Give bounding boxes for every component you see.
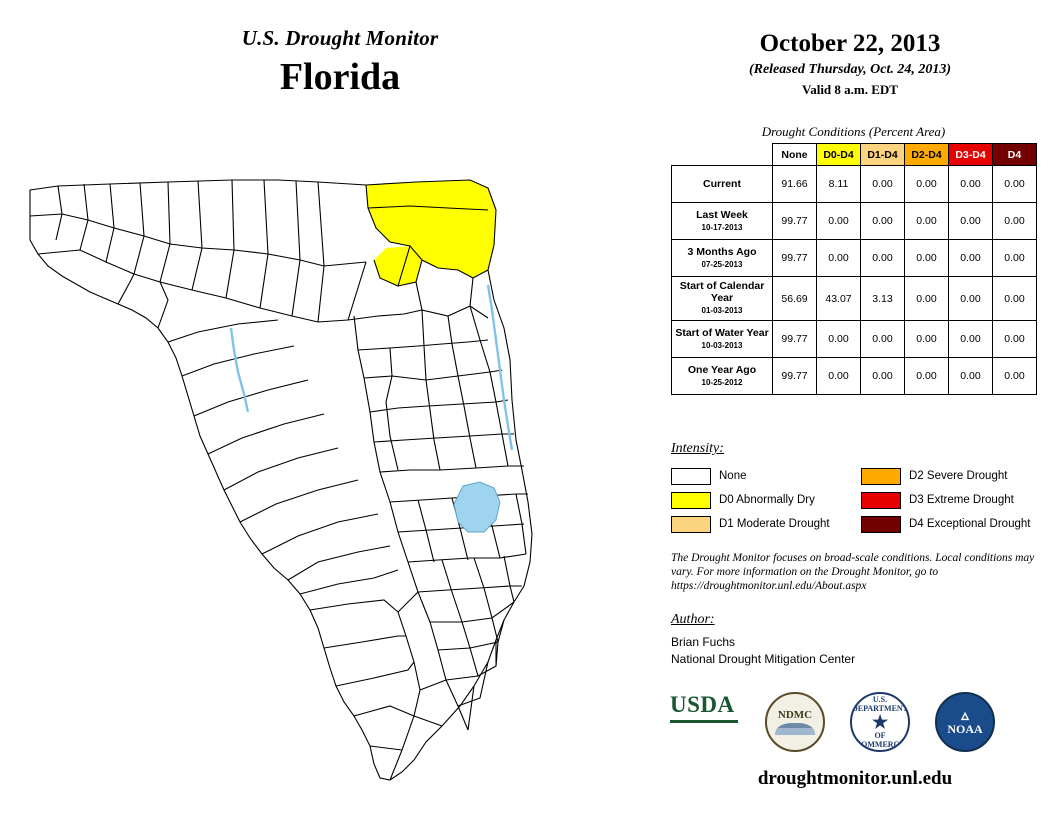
table-row bbox=[672, 358, 1037, 395]
row-label-date: 07-25-2013 bbox=[701, 259, 743, 269]
title-block bbox=[130, 26, 550, 99]
legend-label-none: None bbox=[719, 470, 747, 482]
author-title: Author: bbox=[671, 612, 715, 627]
cell-oneyear-d4: 0.00 bbox=[993, 358, 1037, 395]
cell-wateryear-d0d4: 0.00 bbox=[817, 321, 861, 358]
row-label-date: 01-03-2013 bbox=[701, 306, 743, 315]
row-label-date: 10-03-2013 bbox=[701, 340, 743, 350]
usda-logo-rule bbox=[670, 720, 738, 723]
cell-3months-d2d4: 0.00 bbox=[905, 240, 949, 277]
intensity-legend-title: Intensity: bbox=[671, 441, 724, 456]
cell-oneyear-d3d4: 0.00 bbox=[949, 358, 993, 395]
author-name: Brian Fuchs bbox=[671, 635, 736, 649]
column-header-d4: D4 bbox=[993, 144, 1037, 166]
noaa-logo-inner bbox=[947, 709, 982, 735]
column-header-none: None bbox=[773, 144, 817, 166]
swatch-d3-icon bbox=[861, 492, 901, 509]
logo-row bbox=[665, 692, 1040, 754]
drought-conditions-table bbox=[671, 143, 1037, 395]
county-borders bbox=[30, 180, 532, 780]
map-d0-region bbox=[366, 180, 496, 286]
ndmc-hill-icon bbox=[775, 723, 815, 735]
noaa-logo-text: NOAA bbox=[947, 722, 983, 736]
cell-calyear-d2d4: 0.00 bbox=[905, 277, 949, 321]
valid-time: Valid 8 a.m. EDT bbox=[802, 82, 898, 97]
legend-label-d0: D0 Abnormally Dry bbox=[719, 494, 815, 506]
legend-item-d4 bbox=[861, 512, 1030, 536]
disclaimer-text: The Drought Monitor focuses on broad-scale conditions. Local conditions may vary. For more information on the Drought Monitor, go to https://droughtmonitor.unl.edu/About.aspx bbox=[671, 552, 1035, 592]
legend-item-none bbox=[671, 464, 830, 488]
legend-column-right bbox=[861, 464, 1030, 536]
cell-current-d1d4: 0.00 bbox=[861, 166, 905, 203]
swatch-d1-icon bbox=[671, 516, 711, 533]
legend-item-d2 bbox=[861, 464, 1030, 488]
table-row bbox=[672, 277, 1037, 321]
row-label-text: One Year Ago bbox=[687, 363, 757, 376]
row-label-text: Current bbox=[703, 178, 741, 190]
cell-wateryear-d2d4: 0.00 bbox=[905, 321, 949, 358]
florida-map-svg bbox=[18, 150, 658, 790]
water-features bbox=[231, 285, 512, 532]
swatch-d0-icon bbox=[671, 492, 711, 509]
legend-item-d1 bbox=[671, 512, 830, 536]
row-label-text: Last Week bbox=[696, 208, 748, 221]
cell-calyear-d0d4: 43.07 bbox=[817, 277, 861, 321]
legend-label-d3: D3 Extreme Drought bbox=[909, 494, 1014, 506]
page-title: U.S. Drought Monitor bbox=[241, 26, 439, 50]
cell-lastweek-none: 99.77 bbox=[773, 203, 817, 240]
swatch-d2-icon bbox=[861, 468, 901, 485]
cell-calyear-d4: 0.00 bbox=[993, 277, 1037, 321]
legend-item-d3 bbox=[861, 488, 1030, 512]
cell-current-none: 91.66 bbox=[773, 166, 817, 203]
usdc-logo-top-text: U.S. DEPARTMENT bbox=[852, 695, 909, 713]
cell-3months-d4: 0.00 bbox=[993, 240, 1037, 277]
row-label-last-week bbox=[672, 203, 773, 240]
cell-oneyear-none: 99.77 bbox=[773, 358, 817, 395]
row-label-text: Start of Calendar Year bbox=[679, 280, 765, 304]
cell-calyear-none: 56.69 bbox=[773, 277, 817, 321]
row-label-3-months-ago bbox=[672, 240, 773, 277]
ndmc-logo bbox=[765, 692, 825, 752]
release-date: (Released Thursday, Oct. 24, 2013) bbox=[748, 62, 952, 77]
cell-3months-d0d4: 0.00 bbox=[817, 240, 861, 277]
table-row bbox=[672, 166, 1037, 203]
site-url: droughtmonitor.unl.edu bbox=[757, 768, 953, 789]
cell-current-d3d4: 0.00 bbox=[949, 166, 993, 203]
cell-calyear-d1d4: 3.13 bbox=[861, 277, 905, 321]
cell-wateryear-d4: 0.00 bbox=[993, 321, 1037, 358]
cell-current-d2d4: 0.00 bbox=[905, 166, 949, 203]
ndmc-logo-inner bbox=[775, 710, 815, 735]
row-label-current bbox=[672, 166, 773, 203]
table-row bbox=[672, 203, 1037, 240]
table-corner-cell bbox=[672, 144, 773, 166]
usda-logo bbox=[670, 692, 738, 723]
row-label-start-calendar-year bbox=[672, 277, 773, 321]
author-organization: National Drought Mitigation Center bbox=[671, 652, 856, 666]
cell-oneyear-d2d4: 0.00 bbox=[905, 358, 949, 395]
noaa-logo bbox=[935, 692, 995, 752]
legend-item-d0 bbox=[671, 488, 830, 512]
column-header-d3d4: D3-D4 bbox=[949, 144, 993, 166]
table-row bbox=[672, 321, 1037, 358]
cell-current-d0d4: 8.11 bbox=[817, 166, 861, 203]
florida-drought-map bbox=[18, 150, 658, 790]
row-label-one-year-ago bbox=[672, 358, 773, 395]
date-block bbox=[660, 30, 1040, 98]
row-label-start-water-year bbox=[672, 321, 773, 358]
cell-lastweek-d0d4: 0.00 bbox=[817, 203, 861, 240]
ndmc-logo-text: NDMC bbox=[777, 708, 813, 721]
cell-3months-d3d4: 0.00 bbox=[949, 240, 993, 277]
usdc-logo-bottom-text: OF COMMERCE bbox=[855, 731, 905, 749]
cell-current-d4: 0.00 bbox=[993, 166, 1037, 203]
cell-oneyear-d0d4: 0.00 bbox=[817, 358, 861, 395]
legend-label-d4: D4 Exceptional Drought bbox=[909, 518, 1031, 530]
cell-3months-d1d4: 0.00 bbox=[861, 240, 905, 277]
cell-calyear-d3d4: 0.00 bbox=[949, 277, 993, 321]
cell-lastweek-d1d4: 0.00 bbox=[861, 203, 905, 240]
swatch-none-icon bbox=[671, 468, 711, 485]
eagle-icon: ★ bbox=[871, 712, 889, 732]
cell-wateryear-none: 99.77 bbox=[773, 321, 817, 358]
column-header-d1d4: D1-D4 bbox=[861, 144, 905, 166]
legend-column-left bbox=[671, 464, 830, 536]
row-label-date: 10-17-2013 bbox=[701, 222, 743, 232]
table-row bbox=[672, 240, 1037, 277]
author-block bbox=[671, 634, 855, 668]
table-header-row bbox=[672, 144, 1037, 166]
seagull-icon: ▵ bbox=[961, 708, 969, 724]
cell-lastweek-d4: 0.00 bbox=[993, 203, 1037, 240]
usdc-logo bbox=[850, 692, 910, 752]
cell-lastweek-d2d4: 0.00 bbox=[905, 203, 949, 240]
legend-label-d1: D1 Moderate Drought bbox=[719, 518, 830, 530]
column-header-d2d4: D2-D4 bbox=[905, 144, 949, 166]
usdc-logo-inner bbox=[852, 695, 908, 749]
row-label-text: Start of Water Year bbox=[675, 326, 769, 339]
state-title: Florida bbox=[279, 56, 401, 98]
cell-3months-none: 99.77 bbox=[773, 240, 817, 277]
column-header-d0d4: D0-D4 bbox=[817, 144, 861, 166]
row-label-text: 3 Months Ago bbox=[687, 245, 757, 258]
table-caption: Drought Conditions (Percent Area) bbox=[761, 124, 946, 139]
map-date: October 22, 2013 bbox=[759, 30, 941, 57]
swatch-d4-icon bbox=[861, 516, 901, 533]
cell-wateryear-d3d4: 0.00 bbox=[949, 321, 993, 358]
usda-logo-text: USDA bbox=[670, 692, 735, 717]
legend-label-d2: D2 Severe Drought bbox=[909, 470, 1008, 482]
row-label-date: 10-25-2012 bbox=[701, 377, 743, 387]
cell-wateryear-d1d4: 0.00 bbox=[861, 321, 905, 358]
cell-lastweek-d3d4: 0.00 bbox=[949, 203, 993, 240]
cell-oneyear-d1d4: 0.00 bbox=[861, 358, 905, 395]
